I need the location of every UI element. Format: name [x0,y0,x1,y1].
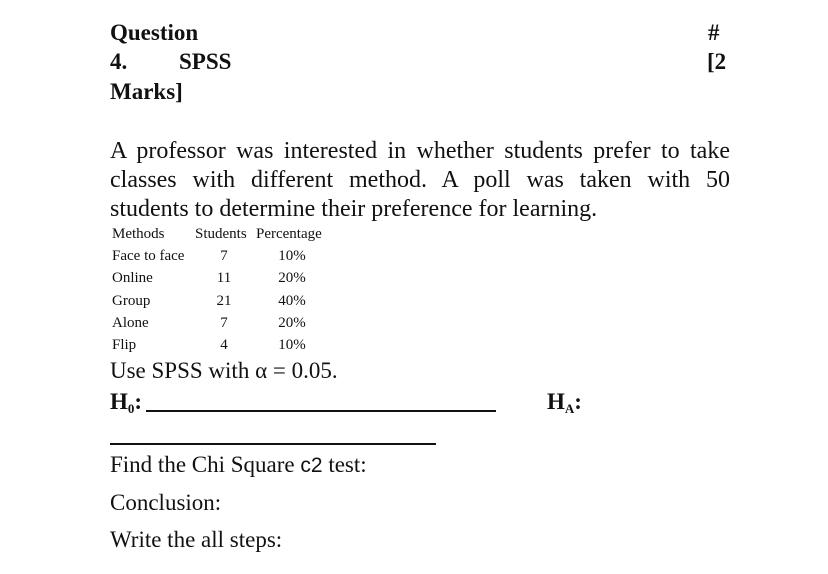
table-cell-method: Online [112,270,153,286]
table-cell-percentage: 20% [278,315,306,331]
table-header-methods: Methods [112,226,165,242]
null-hypothesis-label [110,388,142,423]
steps-label: Write the all steps: [110,527,283,552]
table-cell-percentage: 10% [278,337,306,353]
alt-hypothesis-label [547,388,582,423]
table-cell-method: Alone [112,315,149,331]
table-cell-percentage: 40% [278,293,306,309]
h0-subscript: 0 [127,401,135,416]
table-cell-students: 4 [220,337,228,353]
table-cell-method: Face to face [112,248,185,264]
intro-paragraph [110,137,730,224]
ha-colon: : [574,389,582,414]
intro-line: students to determine their preference for learning. [110,196,598,222]
question-label: Question [110,20,199,45]
chi-symbol: c2 [300,454,323,477]
h0-colon: : [134,389,143,414]
table-cell-method: Group [112,293,151,309]
table-cell-students: 21 [216,293,232,309]
intro-line: A professor was interested in whether students prefer to take [110,138,730,164]
table-header-students: Students [195,226,247,242]
question-title: SPSS [179,49,232,74]
table-cell-percentage: 20% [278,270,306,286]
alt-hypothesis-blank[interactable] [110,443,436,445]
hash-symbol: # [708,20,720,45]
table-header-percentage: Percentage [256,226,322,242]
use-spss-line: Use SPSS with α = 0.05. [110,358,338,383]
conclusion-label: Conclusion: [110,490,222,515]
chi-prefix: Find the Chi Square [110,452,301,477]
intro-line: classes with different method. A poll was taken with 50 [110,167,730,193]
h0-letter: H [110,389,128,414]
table-cell-percentage: 10% [278,248,306,264]
chi-square-line [110,451,367,480]
marks-open: [2 [707,49,727,74]
ha-letter: H [547,389,565,414]
table-cell-students: 7 [220,315,228,331]
marks-close: Marks] [110,79,183,104]
table-cell-students: 7 [220,248,228,264]
table-cell-method: Flip [112,337,137,353]
ha-subscript: A [564,401,575,416]
null-hypothesis-blank[interactable] [146,410,496,412]
table-cell-students: 11 [216,270,232,286]
chi-suffix: test: [322,452,367,477]
question-number: 4. [110,49,128,74]
